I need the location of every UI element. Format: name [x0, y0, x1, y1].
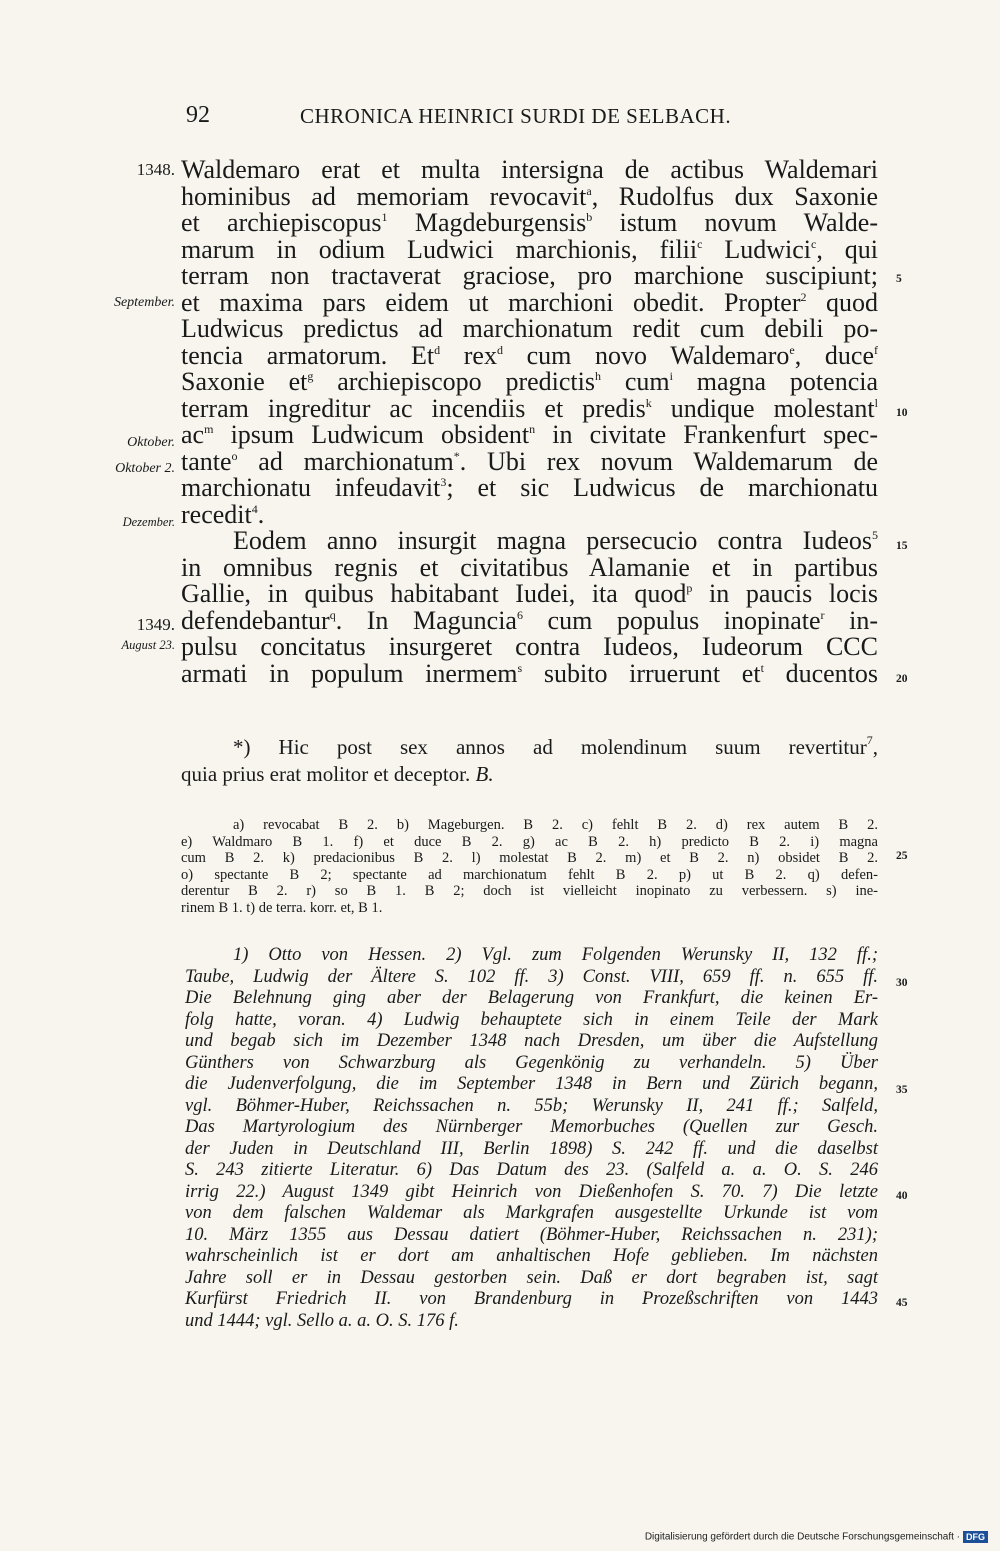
footnote-line: 10. März 1355 aus Dessau datiert (Böhmer-Huber, Reichssachen n. 231); [185, 1224, 878, 1245]
text-line: recedit$^4$. [181, 499, 265, 529]
note-line: *) Hic post sex annos ad molendinum suum revertitur$^7$, [233, 733, 878, 759]
variant-line: rinem B 1. t) de terra. korr. et, B 1. [181, 899, 383, 916]
footnote-line: Die Belehnung ging aber der Belagerung von Frankfurt, die keinen Er- [185, 988, 878, 1008]
asterisk-note [181, 734, 878, 788]
line-number: 35 [896, 1084, 908, 1096]
variant-readings [181, 817, 878, 916]
variant-line: e) Waldmaro B 1. f) et duce B 2. g) ac B 2. h) predicto B 2. i) magna [181, 833, 878, 850]
text-line: hominibus ad memoriam revocavit$^a$, Rudolfus dux Saxonie [181, 181, 878, 211]
footnote-line: die Judenverfolgung, die im September 1348 in Bern und Zürich begann, [185, 1074, 878, 1094]
historical-footnotes [185, 945, 878, 1332]
variant-line: cum B 2. k) predacionibus B 2. l) molestat B 2. m) et B 2. n) obsidet B 2. [181, 850, 878, 866]
text-line: $ac^m$ ipsum Ludwicum obsident$^n$ in civitate Frankenfurt spec- [181, 420, 878, 449]
line-number: 25 [896, 850, 908, 862]
text-line: terram ingreditur ac incendiis et predis$^k$ undique molestant$^l$ [181, 393, 878, 423]
text-line: defendebantur$^q$. In Maguncia$^6$ cum populus inopinate$^r$ in- [181, 605, 878, 635]
text-line: Waldemaro erat et multa intersigna de actibus Waldemari [181, 155, 878, 184]
line-number: 40 [896, 1190, 908, 1202]
text-line: Saxonie $et^g$ archiepiscopo predictis$^h$ cum$^i$ magna potencia [181, 367, 878, 396]
line-number: 20 [896, 673, 908, 685]
text-line: terram non tractaverat graciose, pro marchione suscipiunt; [181, 261, 878, 290]
text-line: Eodem anno insurgit magna persecucio contra Iudeos$^5$ [233, 526, 878, 555]
footnote-line: Das Martyrologium des Nürnberger Memorbuches (Quellen zur Gesch. [185, 1117, 878, 1137]
page-header [0, 102, 1000, 138]
footnote-line: Jahre soll er in Dessau gestorben sein. Daß er dort begraben ist, sagt [185, 1267, 878, 1288]
footnote-line: der Juden in Deutschland III, Berlin 1898) S. 242 ff. und die daselbst [185, 1138, 878, 1159]
page-number: 92 [186, 102, 210, 128]
margin-date-august-23: August 23. [121, 638, 175, 652]
text-line: tencia armatorum. Et$^d$ rex$^d$ cum novo Waldemaro$^e$, duce$^f$ [181, 340, 878, 370]
margin-date-dezember: Dezember. [122, 515, 175, 529]
dfg-logo: DFG [963, 1531, 988, 1543]
margin-date-oktober-2: Oktober 2. [115, 461, 175, 476]
footnote-line: Taube, Ludwig der Ältere S. 102 ff. 3) Const. VIII, 659 ff. n. 655 ff. [185, 966, 878, 987]
margin-date-september: September. [113, 295, 175, 310]
line-number: 15 [896, 540, 908, 552]
footnote-line: S. 243 zitierte Literatur. 6) Das Datum des 23. (Salfeld a. a. O. S. 246 [185, 1160, 878, 1180]
dfg-credit [645, 1531, 988, 1543]
note-line: quia prius erat molitor et deceptor. B. [181, 762, 494, 786]
footnote-line: 1) Otto von Hessen. 2) Vgl. zum Folgenden Werunsky II, 132 ff.; [233, 945, 878, 965]
line-number: 5 [896, 273, 902, 285]
footnote-line: Günthers von Schwarzburg als Gegenkönig zu verhandeln. 5) Über [185, 1052, 878, 1073]
footnote-line: wahrscheinlich ist er dort am anhaltischen Hofe geblieben. Im nächsten [185, 1246, 878, 1266]
footnote-line: und 1444; vgl. Sello a. a. O. S. 176 f. [185, 1310, 459, 1331]
text-line: marum in odium Ludwici marchionis, filii$^c$ Ludwici$^c$, qui [181, 234, 878, 264]
variant-line: derentur B 2. r) so B 1. B 2; doch ist vielleicht inopinato zu verbessern. s) ine- [181, 883, 878, 899]
running-title: CHRONICA HEINRICI SURDI DE SELBACH. [300, 104, 732, 128]
variant-line: o) spectante B 2; spectante ad marchionatum fehlt B 2. p) ut B 2. q) defen- [181, 866, 878, 883]
line-number: 45 [896, 1297, 908, 1309]
text-line: armati in populum inermem$^s$ subito irruerunt $et^t$ ducentos [181, 658, 879, 688]
text-line: Gallie, in quibus habitabant Iudei, ita quod$^p$ in paucis locis [181, 579, 878, 608]
margin-year-1349: 1349. [136, 615, 175, 634]
margin-year-1348: 1348. [136, 160, 175, 179]
variant-line: a) revocabat B 2. b) Mageburgen. B 2. c) fehlt B 2. d) rex autem B 2. [233, 817, 878, 833]
line-number: 10 [896, 407, 908, 419]
text-line: in omnibus regnis et civitatibus Alamanie et in partibus [181, 552, 878, 582]
text-line: marchionatu infeudavit$^3$; et sic Ludwicus de marchionatu [181, 473, 879, 502]
footnote-line: vgl. Böhmer-Huber, Reichssachen n. 55b; Werunsky II, 241 ff.; Salfeld, [185, 1095, 878, 1116]
text-line: et maxima pars eidem ut marchioni obedit. Propter$^2$ quod [181, 287, 878, 317]
text-line: pulsu concitatus insurgeret contra Iudeos, Iudeorum CCC [181, 632, 878, 661]
footnote-line: und begab sich im Dezember 1348 nach Dresden, um über die Aufstellung [185, 1031, 878, 1051]
text-line: et archiepiscopus$^1$ Magdeburgensis$^b$ istum novum Walde- [181, 208, 879, 237]
margin-date-oktober: Oktober. [127, 435, 175, 450]
text-line: tante$^o$ ad marchionatum*. Ubi rex novum Waldemarum de [181, 446, 878, 476]
credit-text: Digitalisierung gefördert durch die Deutsche Forschungsgemeinschaft · [644, 1531, 960, 1543]
chronicle-text [181, 157, 878, 687]
footnote-line: Kurfürst Friedrich II. von Brandenburg in Prozeßschriften von 1443 [185, 1289, 878, 1309]
text-line: Ludwicus predictus ad marchionatum redit cum debili po- [181, 314, 878, 343]
footnote-line: folg hatte, voran. 4) Ludwig behauptete sich in einem Teile der Mark [185, 1009, 878, 1030]
footnote-line: von dem falschen Waldemar als Markgrafen ausgestellte Urkunde ist vom [185, 1203, 878, 1223]
line-number: 30 [896, 977, 908, 989]
footnote-line: irrig 22.) August 1349 gibt Heinrich von Dießenhofen S. 70. 7) Die letzte [185, 1181, 878, 1202]
